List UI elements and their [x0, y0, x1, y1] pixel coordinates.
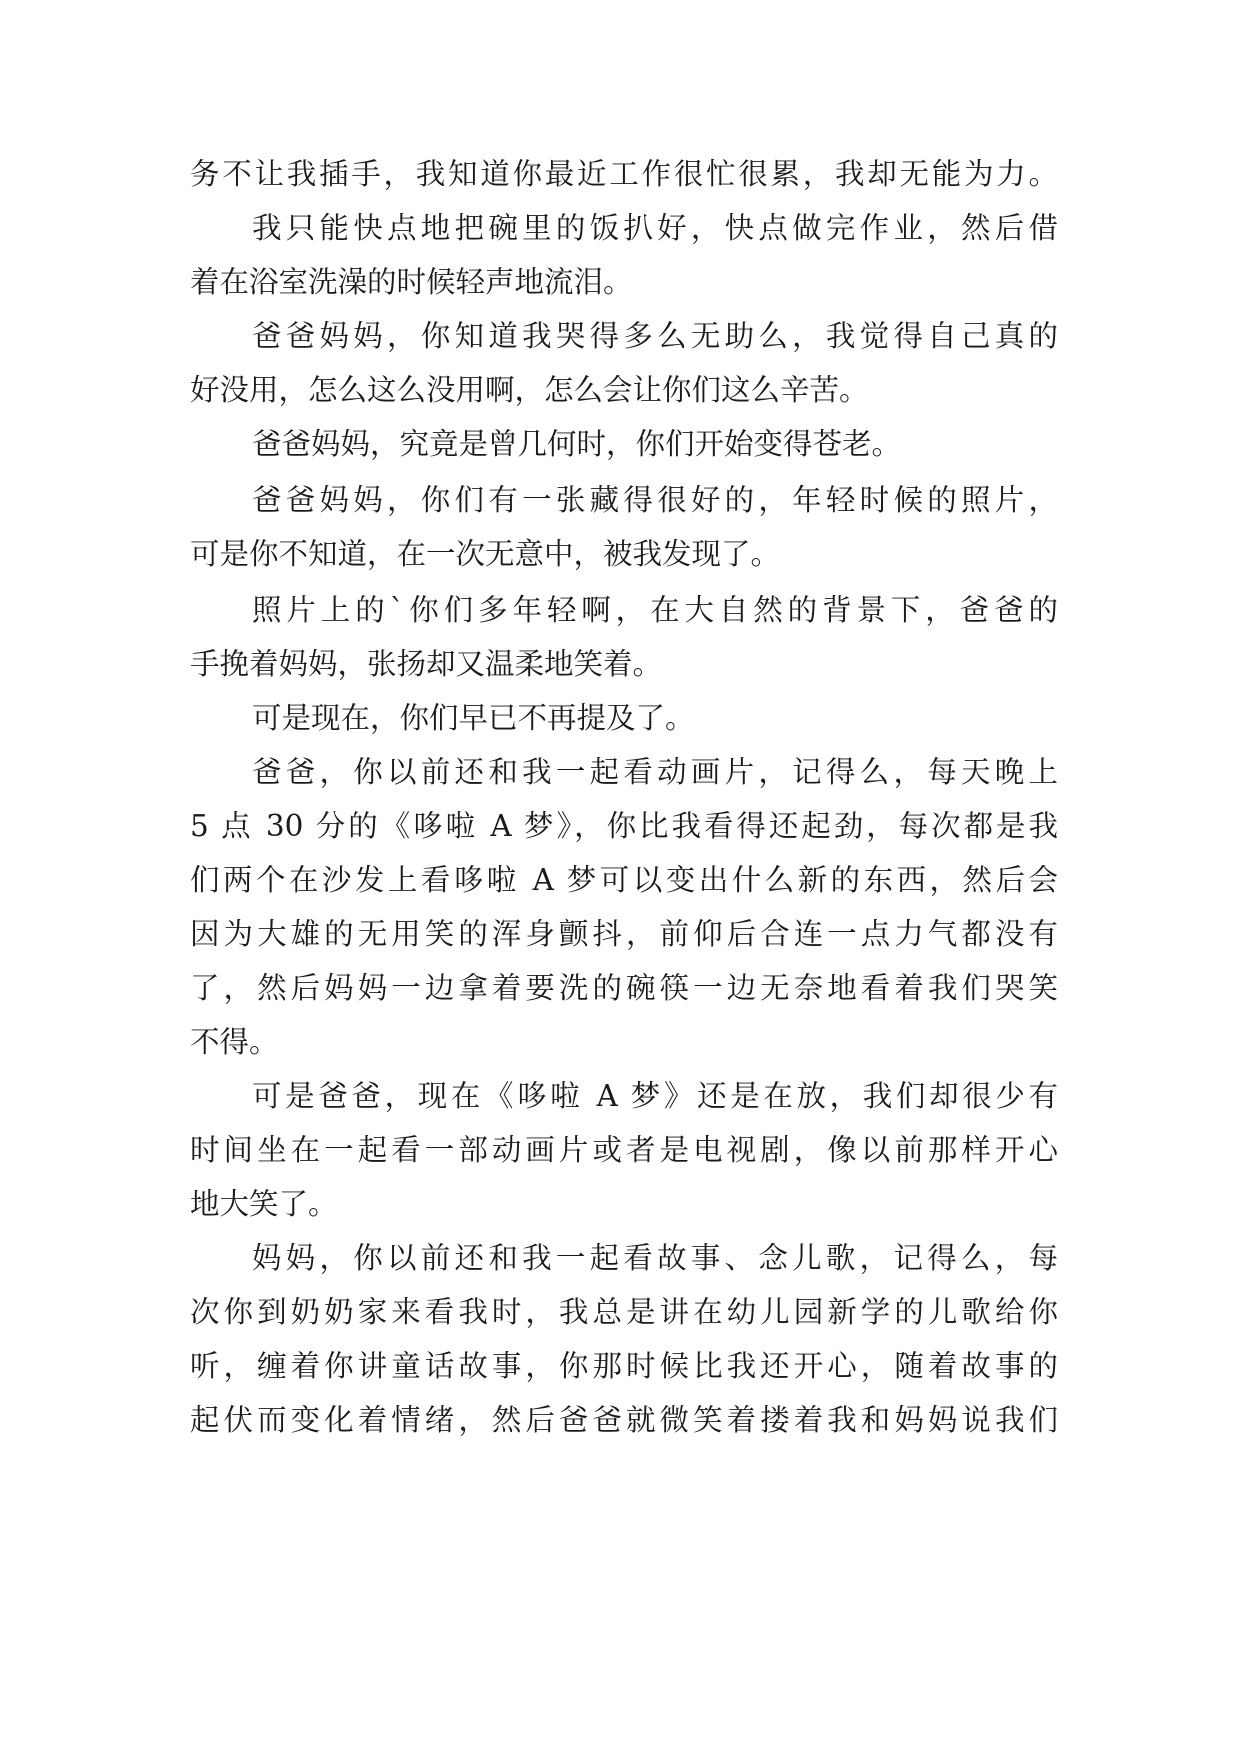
text-line: 听，缠着你讲童话故事，你那时候比我还开心，随着故事的	[190, 1349, 1058, 1383]
text-line: 们两个在沙发上看哆啦 A 梦可以变出什么新的东西，然后会	[190, 863, 1058, 897]
text-line: 照片上的`你们多年轻啊，在大自然的背景下，爸爸的	[252, 593, 1058, 627]
text-line: 可是爸爸，现在《哆啦 A 梦》还是在放，我们却很少有	[252, 1079, 1058, 1113]
text-line: 妈妈，你以前还和我一起看故事、念儿歌，记得么，每	[252, 1241, 1058, 1275]
text-line: 不得。	[190, 1025, 279, 1059]
text-line: 可是你不知道，在一次无意中，被我发现了。	[190, 537, 781, 571]
text-line: 着在浴室洗澡的时候轻声地流泪。	[190, 265, 633, 299]
text-line: 5 点 30 分的《哆啦 A 梦》，你比我看得还起劲，每次都是我	[190, 809, 1058, 843]
text-line: 好没用，怎么这么没用啊，怎么会让你们这么辛苦。	[190, 373, 869, 407]
text-line: 爸爸妈妈，你们有一张藏得很好的，年轻时候的照片，	[252, 483, 1058, 517]
text-line: 因为大雄的无用笑的浑身颤抖，前仰后合连一点力气都没有	[190, 917, 1058, 951]
text-line: 了，然后妈妈一边拿着要洗的碗筷一边无奈地看着我们哭笑	[190, 971, 1058, 1005]
text-line: 我只能快点地把碗里的饭扒好，快点做完作业，然后借	[252, 211, 1058, 245]
text-line: 时间坐在一起看一部动画片或者是电视剧，像以前那样开心	[190, 1133, 1058, 1167]
text-line: 起伏而变化着情绪，然后爸爸就微笑着搂着我和妈妈说我们	[190, 1403, 1058, 1437]
text-line: 地大笑了。	[190, 1187, 338, 1221]
text-line: 次你到奶奶家来看我时，我总是讲在幼儿园新学的儿歌给你	[190, 1295, 1058, 1329]
text-line: 可是现在，你们早已不再提及了。	[252, 701, 695, 735]
text-line: 手挽着妈妈，张扬却又温柔地笑着。	[190, 647, 663, 681]
text-line: 爸爸，你以前还和我一起看动画片，记得么，每天晚上	[252, 755, 1058, 789]
text-line: 务不让我插手，我知道你最近工作很忙很累，我却无能为力。	[190, 157, 1058, 191]
text-line: 爸爸妈妈，究竟是曾几何时，你们开始变得苍老。	[252, 427, 902, 461]
text-line: 爸爸妈妈，你知道我哭得多么无助么，我觉得自己真的	[252, 319, 1058, 353]
